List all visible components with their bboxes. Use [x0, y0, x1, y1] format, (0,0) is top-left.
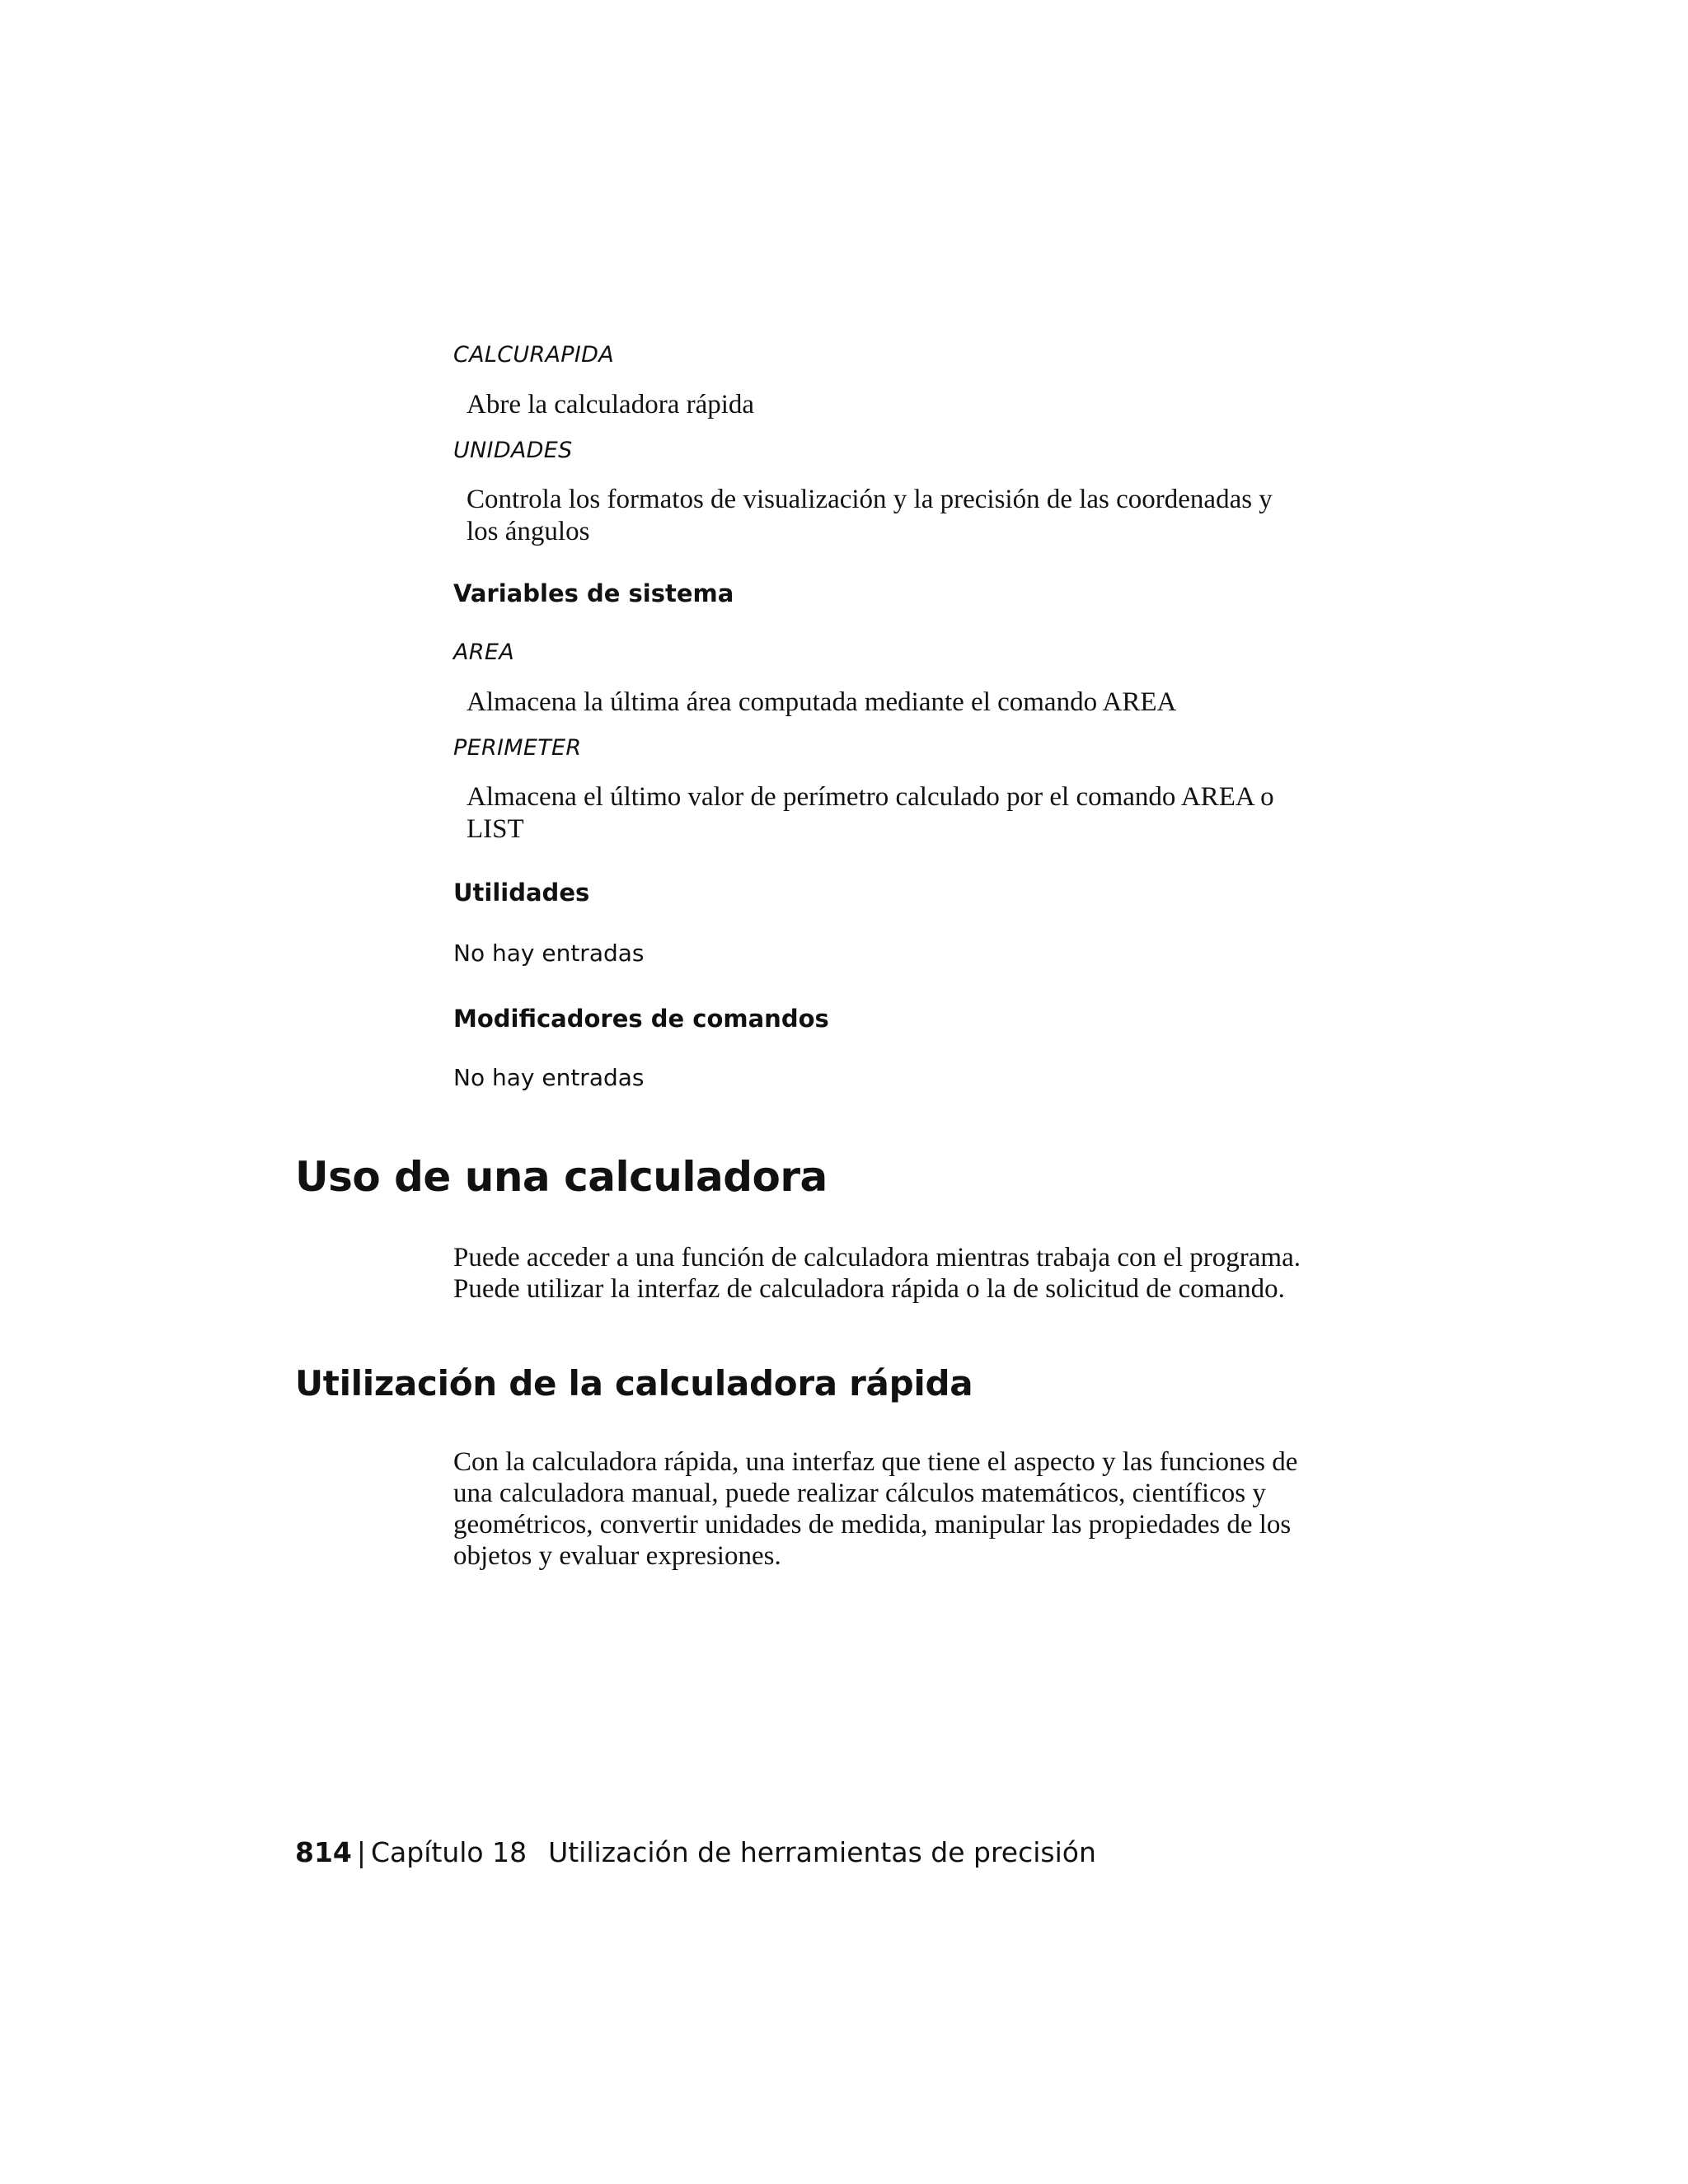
- variable-term-perimeter: PERIMETER: [453, 735, 582, 761]
- command-term-unidades: UNIDADES: [453, 438, 573, 463]
- paragraph-line: objetos y evaluar expresiones.: [453, 1541, 781, 1571]
- variable-term-area: AREA: [453, 640, 514, 665]
- section-title-calculator: Uso de una calculadora: [295, 1153, 828, 1201]
- section-paragraph-quickcalc: [453, 1446, 1352, 1572]
- utilities-text: No hay entradas: [453, 940, 645, 967]
- variable-definition-area: [467, 687, 1340, 719]
- footer-chapter: Capítulo 18: [371, 1836, 528, 1868]
- paragraph-line: Con la calculadora rápida, una interfaz que tiene el aspecto y las funciones de: [453, 1447, 1298, 1477]
- definition-line: los ángulos: [467, 517, 590, 546]
- command-definition-unidades: [467, 484, 1340, 548]
- system-variables-heading: Variables de sistema: [453, 579, 734, 607]
- command-definition-calcurapida: [467, 389, 1340, 421]
- definition-line: Controla los formatos de visualización y la precisión de las coordenadas y: [467, 485, 1273, 514]
- paragraph-line: Puede utilizar la interfaz de calculadora rápida o la de solicitud de comando.: [453, 1274, 1285, 1304]
- page-number: 814: [295, 1836, 352, 1868]
- variable-definition-perimeter: [467, 781, 1340, 846]
- paragraph-line: geométricos, convertir unidades de medida, manipular las propiedades de los: [453, 1510, 1292, 1540]
- footer-separator: |: [356, 1836, 367, 1868]
- section-title-quickcalc: Utilización de la calculadora rápida: [295, 1363, 973, 1404]
- footer-chapter-title: Utilización de herramientas de precisión: [548, 1836, 1096, 1868]
- page-footer: [295, 1836, 1096, 1869]
- definition-line: Abre la calculadora rápida: [467, 390, 755, 419]
- definition-line: Almacena el último valor de perímetro calculado por el comando AREA o: [467, 782, 1274, 812]
- command-term-calcurapida: CALCURAPIDA: [453, 342, 615, 368]
- paragraph-line: Puede acceder a una función de calculadora mientras trabaja con el programa.: [453, 1243, 1301, 1272]
- section-paragraph-calculator: [453, 1242, 1352, 1305]
- paragraph-line: una calculadora manual, puede realizar cálculos matemáticos, científicos y: [453, 1479, 1266, 1508]
- definition-line: Almacena la última área computada mediante el comando AREA: [467, 687, 1177, 717]
- utilities-heading: Utilidades: [453, 879, 590, 907]
- command-modifiers-text: No hay entradas: [453, 1064, 645, 1091]
- command-modifiers-heading: Modificadores de comandos: [453, 1005, 829, 1033]
- definition-line: LIST: [467, 814, 524, 844]
